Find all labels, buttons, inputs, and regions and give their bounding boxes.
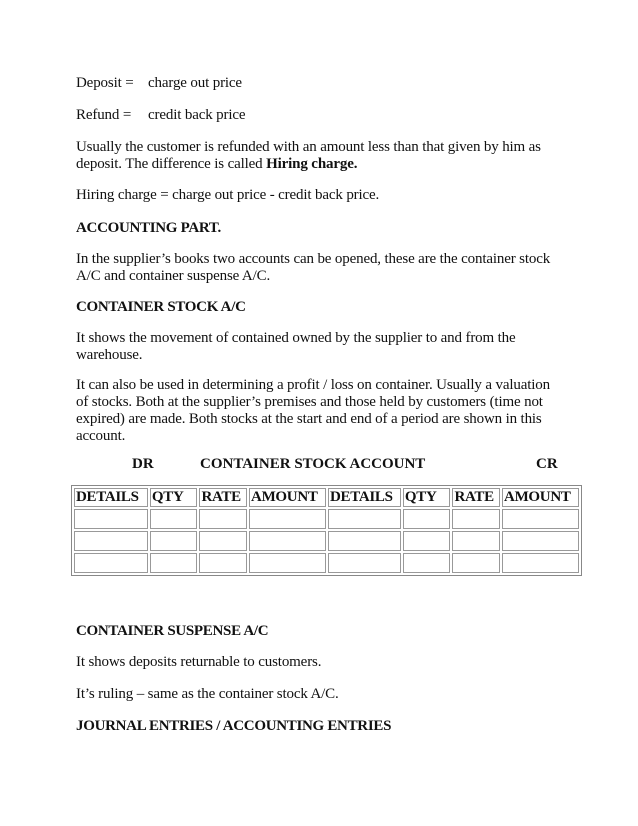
- table-cell: [199, 553, 247, 573]
- hiring-charge-term: Hiring charge.: [266, 156, 358, 172]
- accounting-heading: ACCOUNTING PART.: [76, 220, 221, 236]
- table-cell: [199, 509, 247, 529]
- table-cell: [150, 531, 198, 551]
- table-cell: [74, 553, 148, 573]
- suspense-paragraph: It shows deposits returnable to customers.: [76, 654, 322, 670]
- deposit-label: Deposit =: [76, 75, 134, 91]
- column-header: RATE: [199, 488, 247, 507]
- table-cell: [150, 509, 198, 529]
- table-cell: [502, 553, 579, 573]
- table-row: [74, 509, 579, 529]
- stock-paragraph-2: It can also be used in determining a profit / loss on container. Usually a valuation of stocks. Both at the supplier’s premises and those held by customers (time not expired) are made. Both stocks at the start and end of a period are shown in this account.: [76, 377, 550, 444]
- table-cell: [74, 531, 148, 551]
- table-cell: [502, 531, 579, 551]
- journal-heading: JOURNAL ENTRIES / ACCOUNTING ENTRIES: [76, 718, 392, 734]
- column-header: AMOUNT: [502, 488, 579, 507]
- deposit-line: [76, 75, 576, 92]
- deposit-value: charge out price: [148, 75, 242, 91]
- stock-heading: CONTAINER STOCK A/C: [76, 299, 246, 315]
- table-cell: [249, 553, 326, 573]
- refund-line: [76, 107, 576, 124]
- refund-value: credit back price: [148, 107, 246, 123]
- suspense-heading: CONTAINER SUSPENSE A/C: [76, 623, 269, 639]
- table-cell: [502, 509, 579, 529]
- table-cell: [249, 509, 326, 529]
- column-header: QTY: [403, 488, 451, 507]
- column-header: RATE: [452, 488, 500, 507]
- table-cell: [249, 531, 326, 551]
- table-cell: [74, 509, 148, 529]
- table-row: [74, 553, 579, 573]
- table-cell: [452, 553, 500, 573]
- column-header: QTY: [150, 488, 198, 507]
- ledger-dr-label: DR: [132, 456, 154, 472]
- table-cell: [328, 509, 401, 529]
- table-cell: [403, 553, 451, 573]
- ledger-title: CONTAINER STOCK ACCOUNT: [200, 456, 426, 472]
- table-cell: [328, 553, 401, 573]
- table-cell: [403, 509, 451, 529]
- table-cell: [199, 531, 247, 551]
- suspense-ruling: It’s ruling – same as the container stock A/C.: [76, 686, 339, 702]
- table-cell: [403, 531, 451, 551]
- table-cell: [452, 509, 500, 529]
- accounting-paragraph: In the supplier’s books two accounts can be opened, these are the container stock A/C and container suspense A/C.: [76, 251, 551, 284]
- table-row: [74, 531, 579, 551]
- table-cell: [328, 531, 401, 551]
- ledger-cr-label: CR: [536, 456, 558, 472]
- table-cell: [150, 553, 198, 573]
- column-header: DETAILS: [74, 488, 148, 507]
- hiring-intro-paragraph: [76, 139, 551, 173]
- refund-label: Refund =: [76, 107, 132, 123]
- ledger-header-row: [74, 488, 579, 507]
- column-header: DETAILS: [328, 488, 401, 507]
- hiring-formula: Hiring charge = charge out price - credit back price.: [76, 187, 380, 203]
- hiring-intro-text: Usually the customer is refunded with an amount less than that given by him as deposit. The difference is called: [76, 139, 541, 172]
- table-cell: [452, 531, 500, 551]
- column-header: AMOUNT: [249, 488, 326, 507]
- stock-paragraph-1: It shows the movement of contained owned by the supplier to and from the warehouse.: [76, 330, 516, 363]
- ledger-header-line: [76, 456, 576, 474]
- container-stock-ledger-table: [71, 485, 582, 576]
